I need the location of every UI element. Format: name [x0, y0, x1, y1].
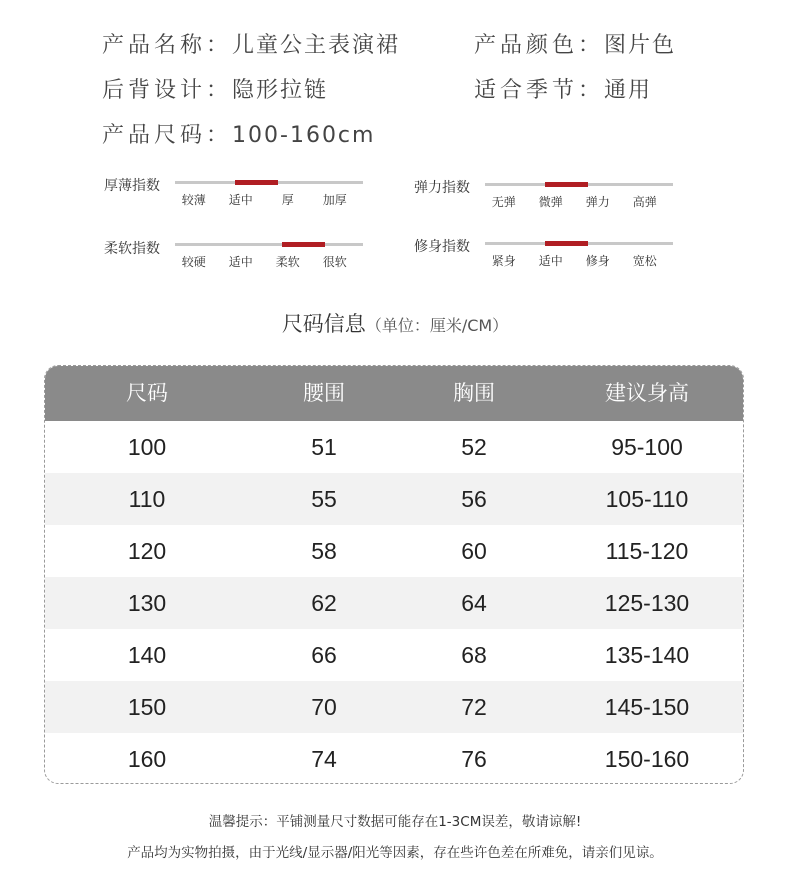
cell-waist: 66	[311, 642, 337, 668]
size-table-body	[45, 421, 743, 784]
season-value: 通用	[604, 78, 653, 103]
index-option: 弹力	[585, 195, 610, 209]
cell-height: 135-140	[604, 642, 690, 668]
size-table-header	[45, 366, 743, 421]
index-label: 弹力指数	[414, 180, 470, 196]
cell-waist: 62	[311, 590, 337, 616]
cell-height: 150-160	[604, 746, 690, 772]
index-option: 紧身	[491, 254, 516, 268]
index-option: 修身	[585, 254, 610, 268]
cell-size: 130	[127, 590, 167, 616]
cell-height: 145-150	[604, 694, 690, 720]
back-design-row	[102, 73, 328, 104]
index-indicator	[282, 242, 325, 247]
cell-chest: 76	[461, 746, 487, 772]
cell-waist: 51	[311, 434, 337, 460]
product-name-label: 产品名称：	[102, 33, 233, 58]
table-row	[45, 473, 743, 525]
cell-size: 100	[127, 434, 167, 460]
season-row	[474, 73, 652, 104]
back-design-label: 后背设计：	[102, 78, 233, 103]
cell-height: 115-120	[605, 538, 689, 564]
table-row	[45, 525, 743, 577]
index-option: 加厚	[322, 193, 347, 207]
table-row	[45, 681, 743, 733]
index-option: 适中	[228, 193, 253, 207]
index-track	[175, 181, 363, 184]
table-row	[45, 421, 743, 473]
index-track	[175, 243, 363, 246]
size-info-unit: （单位：厘米/CM）	[365, 316, 509, 335]
cell-waist: 70	[311, 694, 337, 720]
index-option: 适中	[538, 254, 563, 268]
product-name-row	[102, 28, 400, 59]
cell-waist: 74	[311, 746, 337, 772]
season-label: 适合季节：	[474, 78, 605, 103]
cell-chest: 68	[461, 642, 487, 668]
header-height: 建议身高	[605, 381, 689, 405]
product-size-row	[102, 118, 375, 149]
product-color-row	[474, 28, 676, 59]
size-info-title: 尺码信息	[281, 312, 366, 336]
cell-waist: 58	[311, 538, 337, 564]
size-table	[44, 365, 744, 784]
cell-chest: 60	[461, 538, 487, 564]
cell-height: 105-110	[605, 486, 689, 512]
index-option: 高弹	[632, 195, 657, 209]
index-track	[485, 242, 673, 245]
cell-chest: 72	[461, 694, 487, 720]
index-option: 厚	[281, 193, 294, 207]
index-indicator	[545, 241, 588, 246]
index-option: 微弹	[538, 195, 563, 209]
cell-waist: 55	[311, 486, 337, 512]
table-row	[45, 629, 743, 681]
cell-chest: 56	[461, 486, 487, 512]
table-row	[45, 733, 743, 784]
cell-size: 120	[127, 538, 167, 564]
color-note: 产品均为实物拍摄，由于光线/显示器/阳光等因素，存在些许色差在所难免，请亲们见谅。	[127, 845, 663, 861]
index-option: 很软	[322, 255, 347, 269]
index-label: 厚薄指数	[104, 178, 160, 194]
index-option: 适中	[228, 255, 253, 269]
product-size-value: 100-160cm	[232, 123, 376, 148]
size-info-heading	[0, 308, 790, 338]
cell-size: 110	[128, 486, 166, 512]
table-row	[45, 577, 743, 629]
index-indicator	[235, 180, 278, 185]
cell-size: 140	[127, 642, 167, 668]
header-chest: 胸围	[453, 381, 495, 405]
index-option: 柔软	[275, 255, 300, 269]
back-design-value: 隐形拉链	[232, 78, 329, 103]
index-indicator	[545, 182, 588, 187]
measurement-note: 温馨提示：平铺测量尺寸数据可能存在1-3CM误差，敬请谅解!	[208, 814, 582, 830]
cell-chest: 52	[461, 434, 487, 460]
cell-height: 125-130	[604, 590, 690, 616]
product-size-label: 产品尺码：	[102, 123, 233, 148]
product-color-label: 产品颜色：	[474, 33, 605, 58]
index-label: 柔软指数	[104, 241, 160, 257]
index-label: 修身指数	[414, 239, 470, 255]
cell-chest: 64	[461, 590, 487, 616]
index-option: 宽松	[632, 254, 657, 268]
index-track	[485, 183, 673, 186]
cell-size: 160	[127, 746, 167, 772]
index-option: 较硬	[181, 255, 206, 269]
header-waist: 腰围	[303, 381, 345, 405]
cell-height: 95-100	[611, 434, 683, 460]
product-color-value: 图片色	[604, 33, 677, 58]
cell-size: 150	[127, 694, 167, 720]
index-option: 无弹	[491, 195, 516, 209]
product-name-value: 儿童公主表演裙	[232, 33, 401, 58]
index-option: 较薄	[181, 193, 206, 207]
header-size: 尺码	[126, 381, 168, 405]
